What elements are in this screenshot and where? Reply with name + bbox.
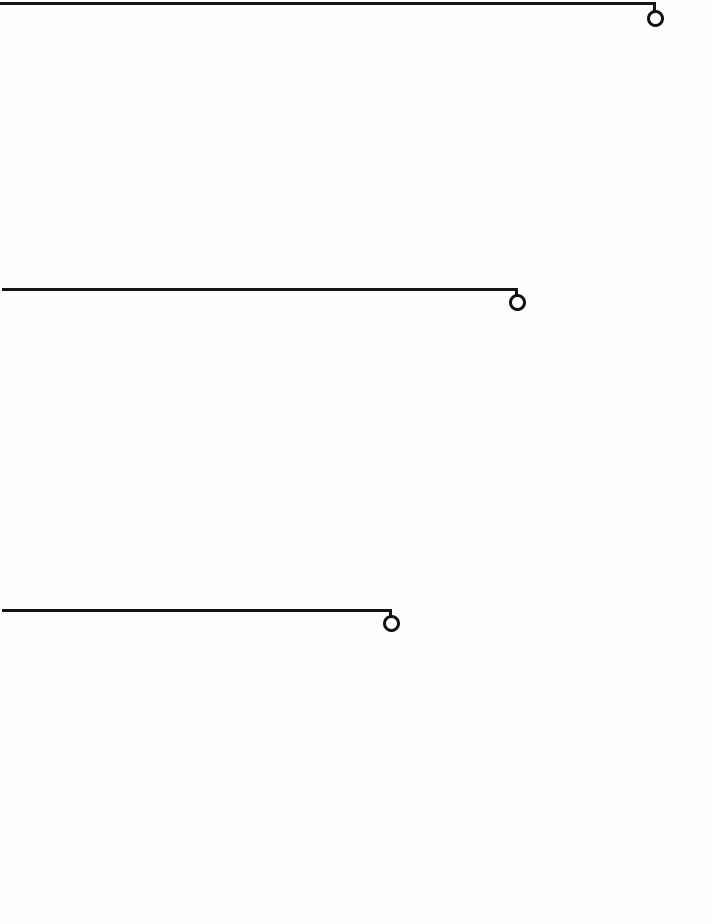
section-properties-table <box>0 0 712 285</box>
section-permeability-chart <box>0 285 712 605</box>
permeability-chart <box>0 285 712 605</box>
ring-icon <box>647 10 664 27</box>
coreloss-chart <box>0 605 712 924</box>
bracket-line <box>0 2 656 5</box>
section-coreloss-chart <box>0 605 712 924</box>
